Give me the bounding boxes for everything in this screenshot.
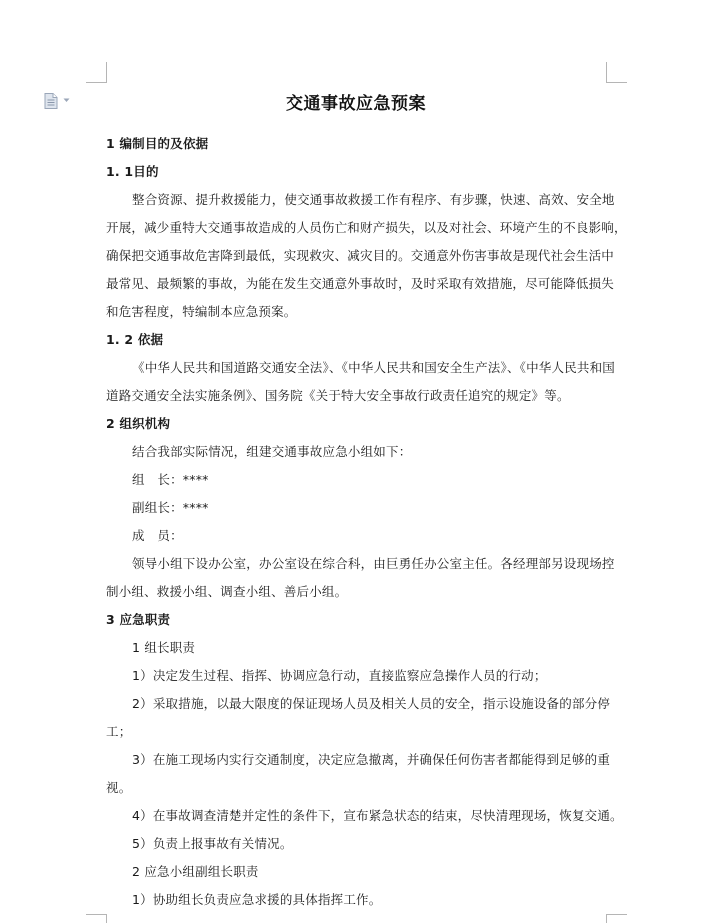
margin-mark-top-left xyxy=(86,62,107,83)
document-icon xyxy=(44,93,58,109)
subsection-heading: 1. 2 依据 xyxy=(106,332,164,347)
list-heading: 1 组长职责 xyxy=(132,640,196,655)
list-item: 1）决定发生过程、指挥、协调应急行动，直接监察应急操作人员的行动； xyxy=(132,668,547,683)
chevron-down-icon xyxy=(63,98,70,103)
list-item: 1）协助组长负责应急求援的具体指挥工作。 xyxy=(132,892,382,907)
section-heading: 1 编制目的及依据 xyxy=(106,136,209,151)
paragraph-line: 领导小组下设办公室，办公室设在综合科，由巨勇任办公室主任。各经理部另设现场控 xyxy=(132,556,615,571)
paragraph-line: 道路交通安全法实施条例》、国务院《关于特大安全事故行政责任追究的规定》等。 xyxy=(106,388,570,403)
member-line: 组 长：**** xyxy=(132,472,209,487)
list-item-continuation: 视。 xyxy=(106,780,132,795)
member-line: 成 员： xyxy=(132,528,183,543)
list-item: 2）采取措施，以最大限度的保证现场人员及相关人员的安全，指示设施设备的部分停 xyxy=(132,696,611,711)
document-title: 交通事故应急预案 xyxy=(286,94,426,114)
paragraph-line: 《中华人民共和国道路交通安全法》、《中华人民共和国安全生产法》、《中华人民共和国 xyxy=(132,360,616,375)
subsection-heading: 1. 1目的 xyxy=(106,164,159,179)
list-item-continuation: 工； xyxy=(106,724,132,739)
list-item: 3）在施工现场内实行交通制度，决定应急撤离，并确保任何伤害者都能得到足够的重 xyxy=(132,752,611,767)
list-item: 5）负责上报事故有关情况。 xyxy=(132,836,293,851)
paragraph-line: 最常见、最频繁的事故，为能在发生交通意外事故时，及时采取有效措施，尽可能降低损失 xyxy=(106,276,615,291)
member-line: 副组长：**** xyxy=(132,500,209,515)
paragraph-line: 整合资源、提升救援能力，使交通事故救援工作有程序、有步骤，快速、高效、安全地 xyxy=(132,192,615,207)
document-body xyxy=(106,130,627,914)
section-heading: 2 组织机构 xyxy=(106,416,171,431)
paragraph-line: 开展，减少重特大交通事故造成的人员伤亡和财产损失，以及对社会、环境产生的不良影响， xyxy=(106,220,627,235)
paragraph-line: 制小组、救援小组、调查小组、善后小组。 xyxy=(106,584,348,599)
paragraph-line: 结合我部实际情况，组建交通事故应急小组如下： xyxy=(132,444,412,459)
list-item: 4）在事故调查清楚并定性的条件下，宣布紧急状态的结束，尽快清理现场，恢复交通。 xyxy=(132,808,623,823)
margin-mark-top-right xyxy=(606,62,627,83)
section-heading: 3 应急职责 xyxy=(106,612,171,627)
paragraph-line: 和危害程度，特编制本应急预案。 xyxy=(106,304,297,319)
document-outline-toggle[interactable] xyxy=(44,93,70,109)
list-heading: 2 应急小组副组长职责 xyxy=(132,864,259,879)
paragraph-line: 确保把交通事故危害降到最低，实现救灾、减灾目的。交通意外伤害事故是现代社会生活中 xyxy=(106,248,615,263)
